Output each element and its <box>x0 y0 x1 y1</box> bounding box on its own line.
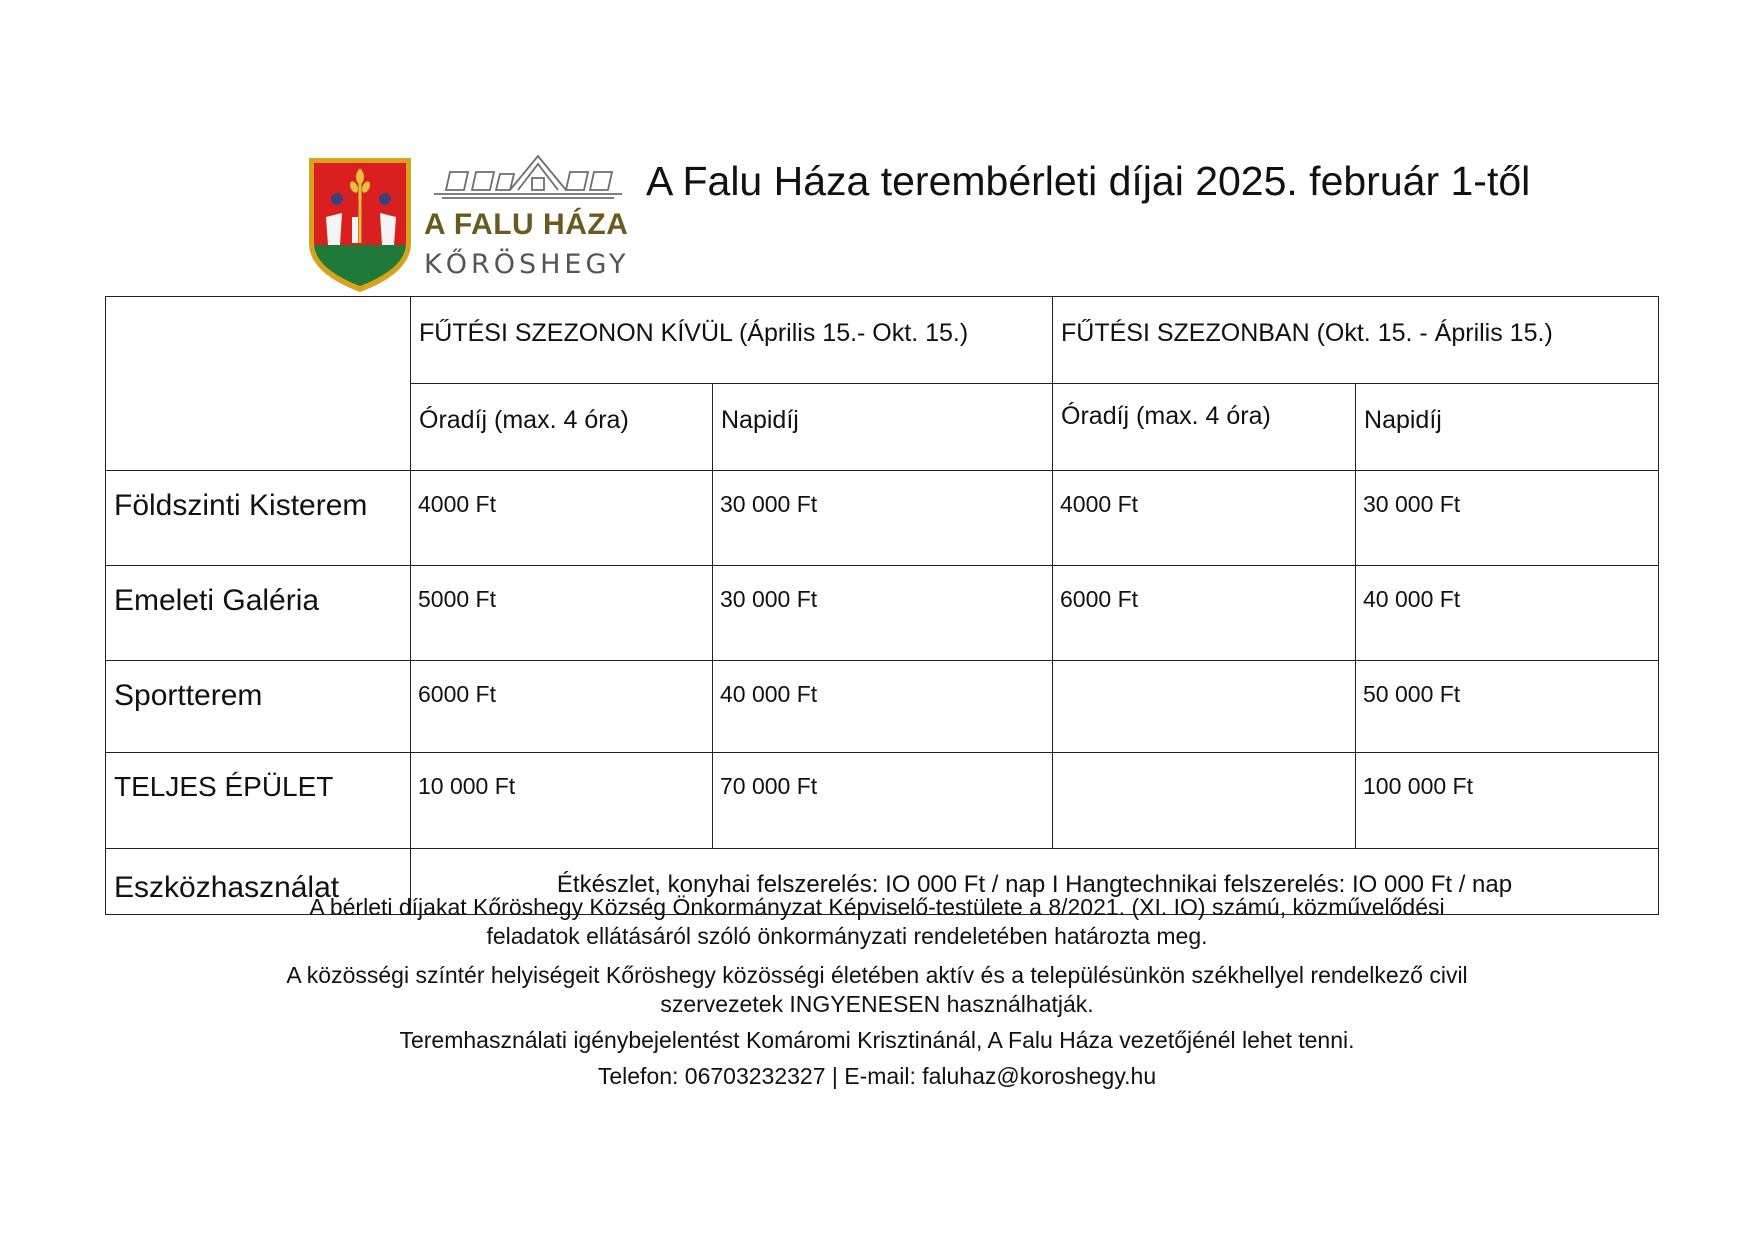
price-cell: 100 000 Ft <box>1356 753 1659 849</box>
room-name: TELJES ÉPÜLET <box>106 753 411 849</box>
price-cell: 6000 Ft <box>411 661 713 753</box>
column-header: Óradíj (max. 4 óra) <box>1053 384 1356 471</box>
logo-place: KŐRÖSHEGY <box>424 249 630 280</box>
price-cell: 30 000 Ft <box>1356 471 1659 566</box>
price-cell: 5000 Ft <box>411 566 713 661</box>
decree-line-1: A bérleti díjakat Kőröshegy Község Önkormányzat Képviselő-testülete a 8/2021. (XI. IO) számú, közművelődési <box>309 894 1445 920</box>
booking-note: Teremhasználati igénybejelentést Komáromi Krisztinánál, A Falu Háza vezetőjénél lehet tenni. <box>399 1027 1355 1053</box>
table-row <box>106 661 1659 753</box>
corner-cell <box>106 297 411 471</box>
column-header: Óradíj (max. 4 óra) <box>411 384 713 471</box>
decree-note <box>0 893 1754 951</box>
house-logo-icon <box>432 150 624 202</box>
table-row <box>106 471 1659 566</box>
season-header-off: FŰTÉSI SZEZONON KÍVÜL (Április 15.- Okt. 15.) <box>411 297 1053 384</box>
free-use-note <box>0 961 1754 1019</box>
price-cell: 50 000 Ft <box>1356 661 1659 753</box>
price-cell: 4000 Ft <box>411 471 713 566</box>
price-cell: 40 000 Ft <box>713 661 1053 753</box>
price-cell: 30 000 Ft <box>713 471 1053 566</box>
price-cell: 4000 Ft <box>1053 471 1356 566</box>
equipment-label: Eszközhasználat <box>106 849 411 915</box>
free-use-line-2: szervezetek INGYENESEN használhatják. <box>660 991 1094 1017</box>
page-title: A Falu Háza terembérleti díjai 2025. február 1-től <box>646 158 1531 204</box>
coat-of-arms-icon <box>306 155 414 295</box>
price-cell <box>1053 753 1356 849</box>
room-name: Emeleti Galéria <box>106 566 411 661</box>
decree-line-2: feladatok ellátásáról szóló önkormányzati rendeletében határozta meg. <box>486 923 1208 949</box>
column-header: Napidíj <box>1356 384 1659 471</box>
season-header-row <box>106 297 1659 384</box>
price-cell: 6000 Ft <box>1053 566 1356 661</box>
price-cell <box>1053 661 1356 753</box>
room-name: Sportterem <box>106 661 411 753</box>
price-cell: 70 000 Ft <box>713 753 1053 849</box>
free-use-line-1: A közösségi színtér helyiségeit Kőröshegy közösségi életében aktív és a településünkön székhellyel rendelkező civil <box>286 962 1468 988</box>
equipment-prices: Étkészlet, konyhai felszerelés: IO 000 Ft / nap I Hangtechnikai felszerelés: IO 000 Ft / nap <box>411 849 1659 915</box>
contact-info: Telefon: 06703232327 | E-mail: faluhaz@koroshegy.hu <box>597 1063 1157 1089</box>
season-header-on: FŰTÉSI SZEZONBAN (Okt. 15. - Április 15.) <box>1053 297 1659 384</box>
table-row <box>106 566 1659 661</box>
column-header: Napidíj <box>713 384 1053 471</box>
price-cell: 40 000 Ft <box>1356 566 1659 661</box>
room-name: Földszinti Kisterem <box>106 471 411 566</box>
price-cell: 10 000 Ft <box>411 753 713 849</box>
table-row <box>106 753 1659 849</box>
fee-table <box>105 296 1659 915</box>
logo-name: A FALU HÁZA <box>424 208 629 241</box>
price-cell: 30 000 Ft <box>713 566 1053 661</box>
